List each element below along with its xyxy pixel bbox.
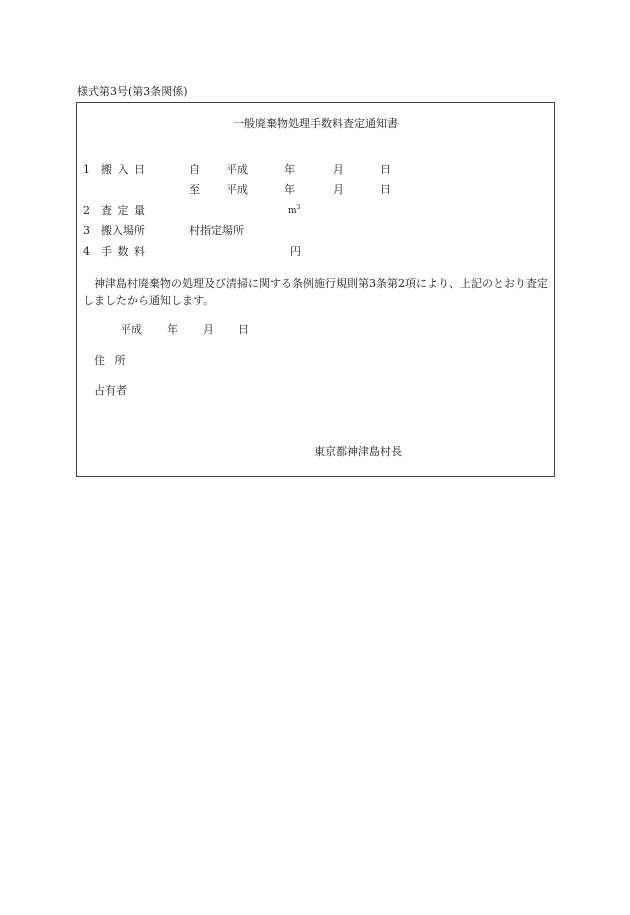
row1-to-year: 年 (284, 183, 295, 196)
row3-label: 搬入場所 (101, 224, 145, 237)
row1-to-label: 至 (189, 183, 200, 196)
row1-to-month: 月 (333, 183, 344, 196)
row1-label: 搬 入 日 (101, 163, 146, 176)
row1-to-era: 平成 (226, 183, 248, 196)
address-label: 住 所 (94, 354, 129, 367)
row3-number: 3 (83, 224, 90, 237)
row1-from-label: 自 (189, 163, 200, 176)
row2-unit-superscript: 3 (296, 204, 301, 211)
notice-date-day: 日 (238, 323, 249, 336)
row2-unit-cubic-meter (288, 205, 300, 216)
row1-from-month: 月 (333, 163, 344, 176)
occupant-label: 占有者 (94, 384, 127, 397)
row2-number: 2 (83, 204, 90, 217)
row4-number: 4 (83, 245, 90, 258)
row1-number: 1 (83, 163, 90, 176)
notice-date-year: 年 (167, 323, 178, 336)
row1-from-era: 平成 (226, 163, 248, 176)
row3-value: 村指定場所 (189, 224, 244, 237)
row1-from-day: 日 (380, 163, 391, 176)
issuer-name: 東京都神津島村長 (314, 445, 402, 458)
row1-from-year: 年 (284, 163, 295, 176)
row2-unit-base: m (288, 206, 297, 216)
notice-form-frame (76, 102, 555, 477)
row4-unit-yen: 円 (290, 245, 301, 258)
notice-body-text: 神津島村廃棄物の処理及び清掃に関する条例施行規則第3条第2項により、上記のとおり査定しましたから通知します。 (83, 277, 548, 307)
row1-to-day: 日 (380, 183, 391, 196)
notice-date-era: 平成 (120, 323, 142, 336)
row4-label: 手 数 料 (101, 245, 146, 258)
row2-label: 査 定 量 (101, 204, 146, 217)
notice-date-month: 月 (203, 323, 214, 336)
document-title: 一般廃棄物処理手数料査定通知書 (233, 117, 398, 130)
form-number-label: 様式第3号(第3条関係) (77, 85, 188, 98)
